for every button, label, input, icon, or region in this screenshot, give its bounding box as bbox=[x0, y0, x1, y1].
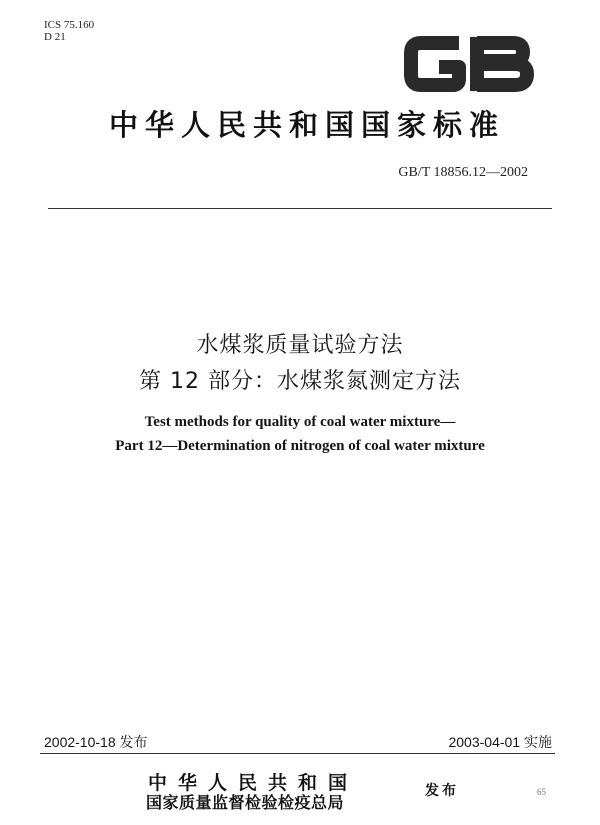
issuer-line1: 中华人民共和国 bbox=[148, 772, 359, 794]
ccs-code: D 21 bbox=[44, 31, 66, 43]
title-cn-line1: 水煤浆质量试验方法 bbox=[196, 333, 404, 358]
implementation-date: 2003-04-01 实施 bbox=[448, 734, 552, 750]
title-en-line2: Part 12—Determination of nitrogen of coal water mixture bbox=[115, 438, 485, 454]
issuer-line2: 国家质量监督检验检疫总局 bbox=[146, 793, 345, 812]
standard-number: GB/T 18856.12—2002 bbox=[398, 165, 528, 180]
top-divider bbox=[48, 208, 552, 209]
title-en-line1: Test methods for quality of coal water mixture— bbox=[144, 414, 456, 430]
bottom-divider bbox=[40, 753, 555, 754]
issue-date: 2002-10-18 发布 bbox=[44, 734, 148, 750]
ics-code: ICS 75.160 bbox=[44, 19, 95, 31]
national-standard-title: 中华人民共和国国家标准 bbox=[108, 108, 505, 142]
page-number: 65 bbox=[537, 787, 546, 797]
publish-label: 发布 bbox=[425, 783, 459, 799]
gb-logo-letters bbox=[411, 37, 527, 91]
gb-logo bbox=[401, 29, 535, 99]
title-cn-line2: 第 12 部分：水煤浆氮测定方法 bbox=[139, 369, 461, 394]
